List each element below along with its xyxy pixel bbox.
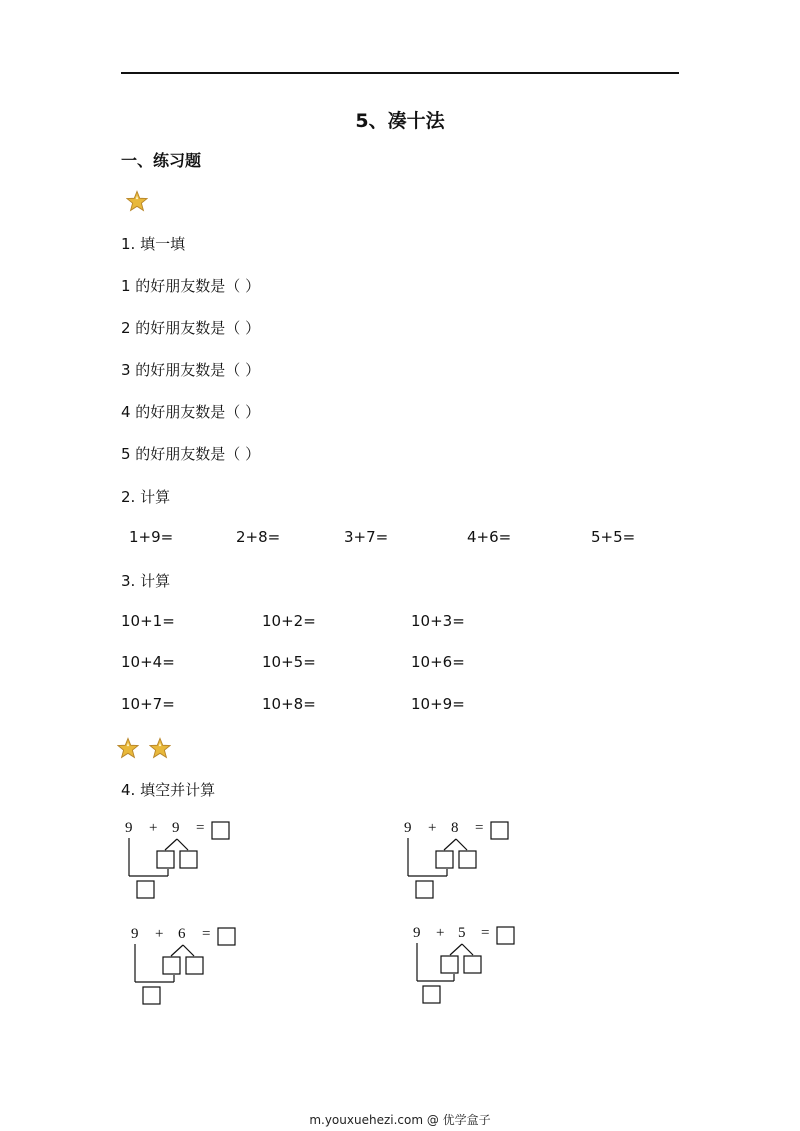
make-ten-diagram [127, 924, 262, 1010]
star-icon [126, 190, 148, 212]
q1-line-2: 2 的好朋友数是（ ） [121, 319, 261, 337]
question-1-heading: 1. 填一填 [121, 235, 186, 253]
q3-item: 10+1= [121, 612, 175, 630]
q2-item-2: 2+8= [236, 528, 281, 546]
plus-sign: + [149, 820, 158, 836]
q2-item-4: 4+6= [467, 528, 512, 546]
make-ten-diagram [409, 923, 544, 1009]
q3-item: 10+2= [262, 612, 316, 630]
q1-line-5: 5 的好朋友数是（ ） [121, 445, 261, 463]
addend-a: 9 [413, 925, 421, 941]
question-2-heading: 2. 计算 [121, 488, 171, 506]
addend-a: 9 [131, 926, 139, 942]
plus-sign: + [155, 926, 164, 942]
equals-sign: = [475, 820, 484, 836]
equals-sign: = [196, 820, 205, 836]
addend-b: 5 [458, 925, 466, 941]
q3-item: 10+4= [121, 653, 175, 671]
equals-sign: = [481, 925, 490, 941]
diagram-lines [400, 818, 535, 904]
addend-a: 9 [125, 820, 133, 836]
q3-item: 10+9= [411, 695, 465, 713]
make-ten-diagram [121, 818, 256, 904]
diagram-lines [121, 818, 256, 904]
q2-item-1: 1+9= [129, 528, 174, 546]
page-title: 5、凑十法 [355, 110, 445, 132]
star-icon [117, 737, 139, 759]
question-3-heading: 3. 计算 [121, 572, 171, 590]
plus-sign: + [436, 925, 445, 941]
q3-item: 10+5= [262, 653, 316, 671]
addend-b: 6 [178, 926, 186, 942]
star-icon [149, 737, 171, 759]
q3-item: 10+7= [121, 695, 175, 713]
q3-item: 10+3= [411, 612, 465, 630]
q3-item: 10+6= [411, 653, 465, 671]
addend-a: 9 [404, 820, 412, 836]
make-ten-diagram [400, 818, 535, 904]
q1-line-1: 1 的好朋友数是（ ） [121, 277, 261, 295]
diagram-lines [127, 924, 262, 1010]
q1-line-3: 3 的好朋友数是（ ） [121, 361, 261, 379]
equals-sign: = [202, 926, 211, 942]
section-heading: 一、练习题 [121, 151, 202, 170]
footer-source: m.youxuehezi.com @ 优学盒子 [309, 1113, 491, 1127]
q2-item-5: 5+5= [591, 528, 636, 546]
diagram-lines [409, 923, 544, 1009]
q2-item-3: 3+7= [344, 528, 389, 546]
q1-line-4: 4 的好朋友数是（ ） [121, 403, 261, 421]
q3-item: 10+8= [262, 695, 316, 713]
header-rule [121, 72, 679, 74]
plus-sign: + [428, 820, 437, 836]
question-4-heading: 4. 填空并计算 [121, 781, 216, 799]
addend-b: 9 [172, 820, 180, 836]
addend-b: 8 [451, 820, 459, 836]
